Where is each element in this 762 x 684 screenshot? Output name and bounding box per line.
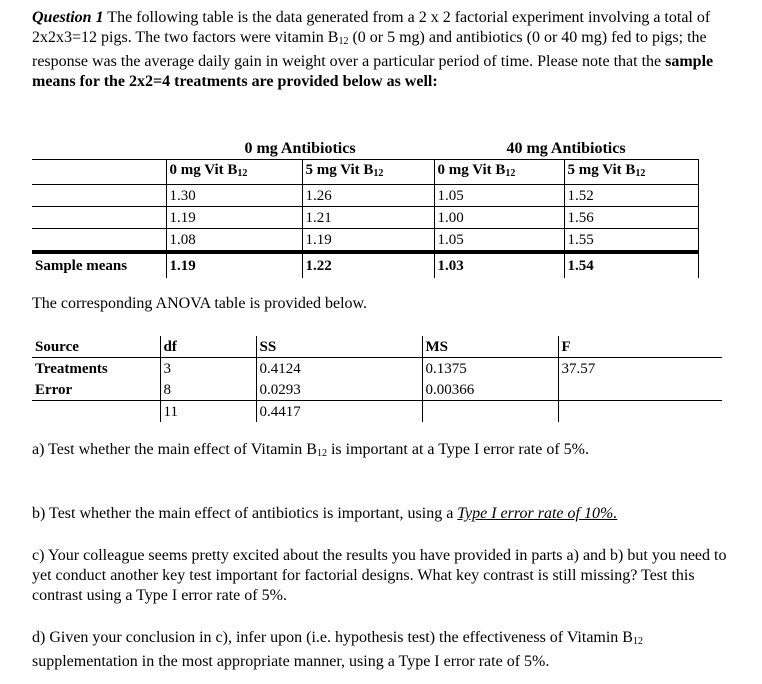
intro-end: : (432, 73, 438, 90)
table-cell: 11 (160, 401, 256, 423)
table-cell (558, 401, 722, 423)
table-cell: 0.0293 (256, 379, 422, 401)
anova-intro: The corresponding ANOVA table is provided below. (32, 295, 368, 312)
table-cell: Error (32, 379, 160, 401)
table-cell (422, 401, 558, 423)
table-cell: 0.1375 (422, 358, 558, 380)
table-cell: 1.00 (434, 207, 564, 229)
col-header: 0 mg Vit $B_{12}$ (434, 160, 564, 185)
error-rate-underlined: Type I error rate of 10%. (457, 505, 618, 522)
anova-table (32, 336, 722, 422)
intro-text-1: The following table is the data generated from a 2 x 2 factorial experiment involving a total of 2x2x3=12 pigs. The two factors were vitamin B (32, 9, 711, 46)
table-cell: 1.52 (564, 185, 698, 207)
table-cell: 1.30 (166, 185, 302, 207)
anova-header: Source (32, 336, 160, 358)
anova-header-row (32, 336, 722, 358)
table-cell: 0.00366 (422, 379, 558, 401)
sample-means-label: Sample means (32, 252, 166, 278)
question-d: d) Given your conclusion in c), infer upon (i.e. hypothesis test) the effectiveness of Vitamin $B_{12}$ supplementation in the most appropriate manner, using a Type I error rate of 5%. (32, 629, 643, 670)
group-header-40mg: 40 mg Antibiotics (506, 139, 626, 157)
question-intro (32, 8, 742, 92)
table-cell: 0.4124 (256, 358, 422, 380)
table-cell: 1.05 (434, 185, 564, 207)
mean-value: 1.54 (564, 252, 698, 278)
table-row (32, 358, 722, 380)
question-label: Question 1 (32, 9, 104, 26)
table-cell: 1.26 (302, 185, 434, 207)
group-header-0mg: 0 mg Antibiotics (244, 139, 356, 157)
table-cell (558, 379, 722, 401)
intro-bold: sample means for the 2x2=4 treatments are provided below as well (32, 53, 714, 90)
table-cell: 1.19 (166, 207, 302, 229)
table-cell: 3 (160, 358, 256, 380)
table-row (32, 401, 722, 423)
table-cell (32, 401, 160, 423)
data-table (32, 138, 699, 278)
anova-header: F (558, 336, 722, 358)
table-cell: 1.55 (564, 229, 698, 253)
table-cell: 37.57 (558, 358, 722, 380)
sample-means-row (32, 252, 698, 278)
table-cell: 1.05 (434, 229, 564, 253)
question-a: a) Test whether the main effect of Vitamin $B_{12}$ is important at a Type I error rate of 5%. (32, 441, 589, 459)
table-cell: 8 (160, 379, 256, 401)
table-cell: 1.56 (564, 207, 698, 229)
table-row (32, 207, 698, 229)
mean-value: 1.22 (302, 252, 434, 278)
table-row (32, 229, 698, 253)
anova-header: MS (422, 336, 558, 358)
table-cell: 1.21 (302, 207, 434, 229)
question-c: c) Your colleague seems pretty excited about the results you have provided in parts a) and b) but you need to yet conduct another key test important for factorial designs. What key contrast is still missing? Test this contrast using a Type I error rate of 5%. (32, 547, 727, 604)
col-header: 5 mg Vit $B_{12}$ (564, 160, 698, 185)
table-cell: Treatments (35, 360, 108, 377)
table-cell: 0.4417 (256, 401, 422, 423)
table-row (32, 379, 722, 401)
anova-header: df (160, 336, 256, 358)
subscript: 12 (338, 36, 349, 47)
anova-header: SS (256, 336, 422, 358)
mean-value: 1.03 (434, 252, 564, 278)
table-row (32, 185, 698, 207)
col-header: 0 mg Vit $B_{12}$ (166, 160, 302, 185)
mean-value: 1.19 (166, 252, 302, 278)
question-b: b) Test whether the main effect of antibiotics is important, using a Type I error rate of 10%. (32, 505, 618, 522)
col-header: 5 mg Vit $B_{12}$ (302, 160, 434, 185)
table-cell: 1.19 (302, 229, 434, 253)
intro-text-2: (0 or 5 mg) and antibiotics (0 or 40 mg) fed to pigs; the response was the average daily gain in weight over a particular period of time. Please note that the (32, 29, 707, 70)
table-cell: 1.08 (166, 229, 302, 253)
